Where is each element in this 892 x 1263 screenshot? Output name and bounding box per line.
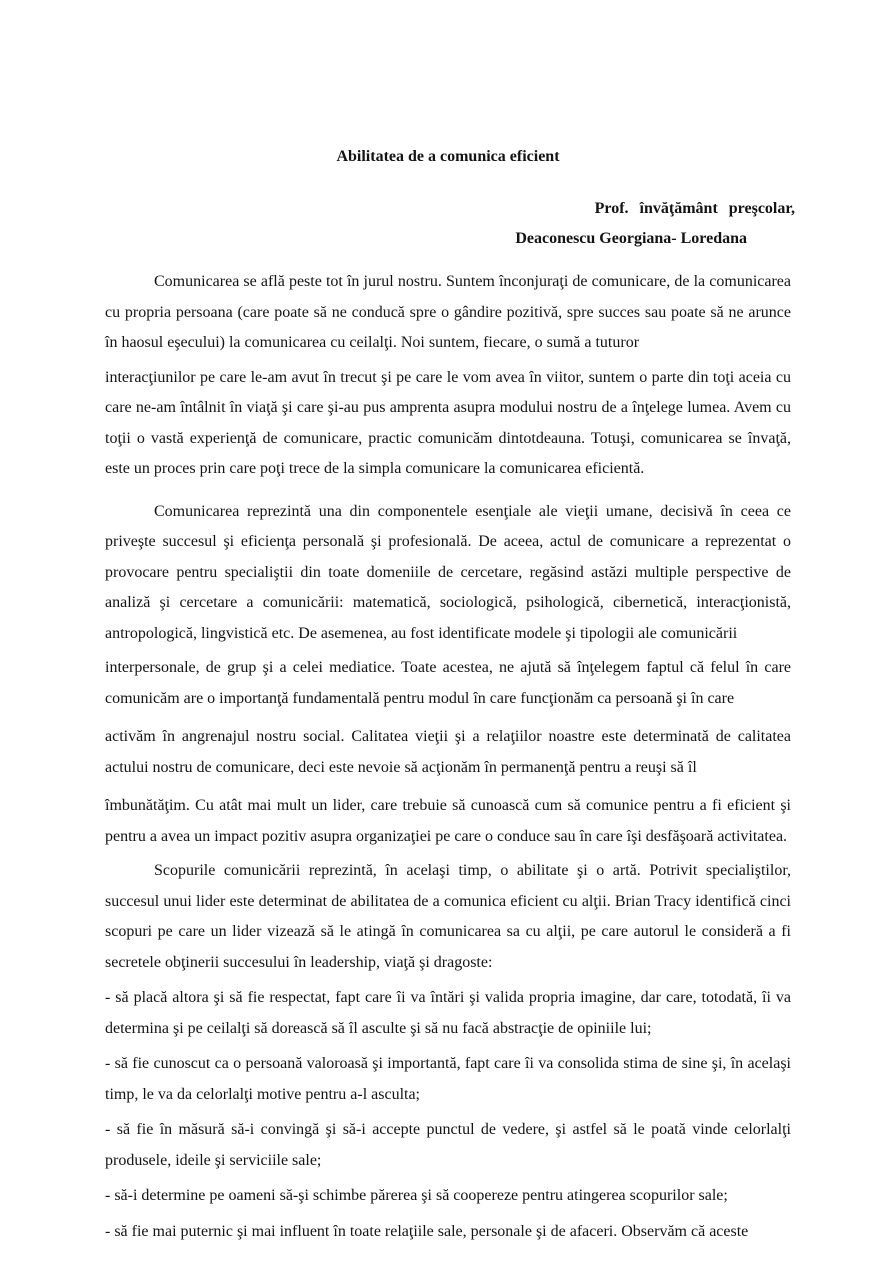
paragraph: Comunicarea reprezintă una din componentele esenţiale ale vieţii umane, decisivă în ceea ce priveşte succesul şi eficienţa personală şi profesională. De aceea, actul de comunicare a reprezentat o provocare pentru specialiştii din toate domeniile de cercetare, regăsind astăzi multiple perspective de analiză şi cercetare a comunicării: matematică, sociologică, psihologică, cibernetică, interacţionistă, antropologică, lingvistică etc. De asemenea, au fost identificate modele şi tipologii ale comunicării bbox=[105, 502, 791, 642]
paragraph: Scopurile comunicării reprezintă, în acelaşi timp, o abilitate şi o artă. Potrivit specialiştilor, succesul unui lider este determinat de abilitatea de a comunica eficient cu alţii. Brian Tracy identifică cinci scopuri pe care un lider vizează să le atingă în comunicarea sa cu alţii, pe care autorul le consideră a fi secretele obţinerii succesului în leadership, viaţă şi dragoste: bbox=[105, 862, 791, 971]
list-item-dash: - să-i determine pe oameni să-şi schimbe părerea şi să coopereze pentru atingerea scopurilor sale; bbox=[105, 1187, 728, 1204]
paragraph: activăm în angrenajul nostru social. Calitatea vieţii şi a relaţiilor noastre este determinată de calitatea actului nostru de comunicare, deci este nevoie să acţionăm în permanenţă pentru a reuşi să îl bbox=[105, 728, 791, 776]
paragraph: interacţiunilor pe care le-am avut în trecut şi pe care le vom avea în viitor, suntem o parte din toţi aceia cu care ne-am întâlnit în viaţă şi care şi-au pus amprenta asupra modului nostru de a înţelege lumea. Avem cu toţii o vastă experienţă de comunicare, practic comunicăm dintotdeauna. Totuşi, comunicarea se învaţă, este un proces prin care poţi trece de la simpla comunicare la comunicarea eficientă. bbox=[105, 368, 791, 477]
list-item-dash: - să fie cunoscut ca o persoană valoroasă şi importantă, fapt care îi va consolida stima de sine şi, în acelaşi timp, le va da celorlalţi motive pentru a-l asculta; bbox=[105, 1055, 791, 1103]
paragraph: interpersonale, de grup şi a celei mediatice. Toate acestea, ne ajută să înţelegem faptul că felul în care comunicăm are o importanţă fundamentală pentru modul în care funcţionăm ca persoană şi în care bbox=[105, 659, 791, 707]
list-item-dash: - să fie mai puternic şi mai influent în toate relaţiile sale, personale şi de afaceri. Observăm că aceste bbox=[105, 1222, 749, 1240]
document-title: Abilitatea de a comunica eficient bbox=[336, 148, 560, 165]
byline-role: Prof. învăţământ preşcolar, bbox=[594, 200, 795, 217]
list-item-dash: - să fie în măsură să-i convingă şi să-i accepte punctul de vedere, şi astfel să le poată vinde celorlalţi produsele, ideile şi serviciile sale; bbox=[105, 1121, 791, 1169]
document-body bbox=[105, 267, 791, 1247]
list-item-dash: - să placă altora şi să fie respectat, fapt care îi va întări şi valida propria imagine, dar care, totodată, îi va determina şi pe ceilalţi să dorească să îl asculte şi să nu facă abstracţie de opiniile lui; bbox=[105, 989, 791, 1037]
paragraph: Comunicarea se află peste tot în jurul nostru. Suntem înconjuraţi de comunicare, de la comunicarea cu propria persoana (care poate să ne conducă spre o gândire pozitivă, spre succes sau poate să ne arunce în haosul eşecului) la comunicarea cu ceilalţi. Noi suntem, fiecare, o sumă a tuturor bbox=[105, 273, 791, 351]
byline bbox=[105, 194, 795, 254]
paragraph: îmbunătăţim. Cu atât mai mult un lider, care trebuie să cunoască cum să comunice pentru a fi eficient şi pentru a avea un impact pozitiv asupra organizaţiei pe care o conduce sau în care îşi desfăşoară activitatea. bbox=[105, 797, 791, 845]
byline-author: Deaconescu Georgiana- Loredana bbox=[515, 230, 747, 247]
